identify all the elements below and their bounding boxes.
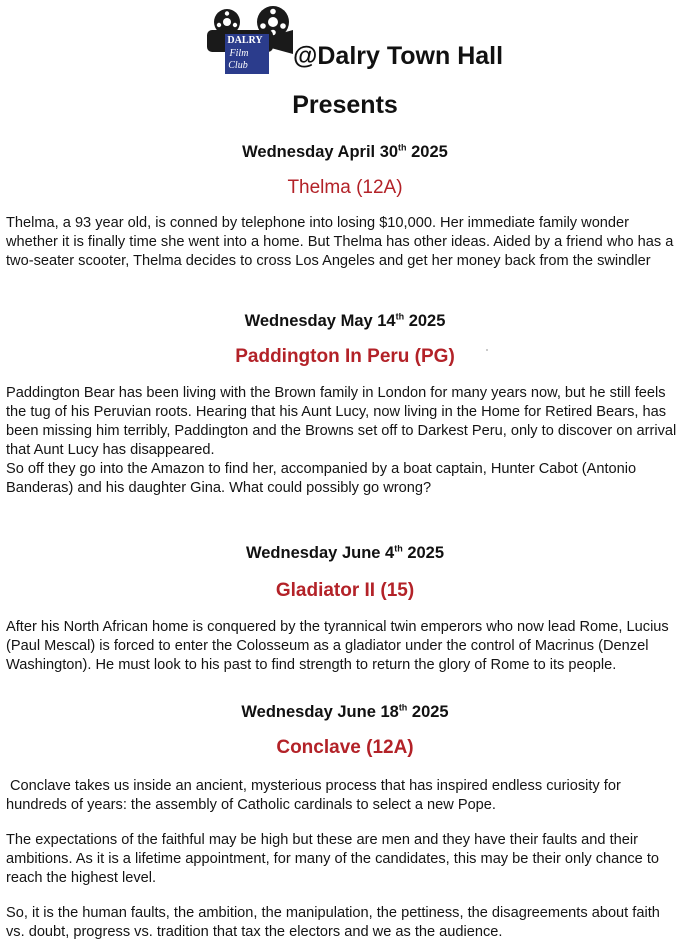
date-day: Wednesday April 30 bbox=[242, 143, 399, 161]
date-year: 2025 bbox=[404, 312, 446, 330]
date-day: Wednesday June 18 bbox=[241, 703, 399, 721]
film-description: Conclave takes us inside an ancient, mysterious process that has inspired endless curiosity for hundreds of years: the assembly of Catholic cardinals to select a new Pope. bbox=[6, 778, 621, 813]
film-title: Thelma (12A) bbox=[287, 177, 403, 198]
film-description: The expectations of the faithful may be high but these are men and they have their faults and their ambitions. As it is a lifetime appointment, for many of the candidates, this may be their only chance to reach the highest level. bbox=[6, 832, 659, 886]
film-description: So off they go into the Amazon to find her, accompanied by a boat captain, Hunter Cabot (Antonio Banderas) and his daughter Gina. What could possibly go wrong? bbox=[6, 461, 637, 496]
screening-date bbox=[0, 143, 680, 162]
venue-title: @Dalry Town Hall bbox=[293, 42, 504, 70]
date-suffix: th bbox=[395, 311, 405, 322]
logo-line-2: Film bbox=[229, 48, 249, 59]
scan-speck bbox=[486, 349, 488, 351]
date-day: Wednesday May 14 bbox=[244, 312, 396, 330]
screening-date bbox=[0, 312, 680, 331]
film-description: After his North African home is conquered by the tyrannical twin emperors who now lead Rome, Lucius (Paul Mescal) is forced to enter the Colosseum as a gladiator under the control of Macrinus (Denzel Washington). He must look to his past to find strength to return the glory of Rome to its people. bbox=[6, 619, 669, 673]
screening-date bbox=[0, 703, 680, 722]
film-title: Gladiator II (15) bbox=[275, 580, 415, 601]
date-year: 2025 bbox=[407, 703, 449, 721]
dalry-film-club-logo bbox=[205, 4, 295, 76]
date-suffix: th bbox=[398, 142, 407, 153]
date-suffix: th bbox=[398, 702, 408, 713]
film-title: Paddington In Peru (PG) bbox=[235, 346, 455, 367]
film-title: Conclave (12A) bbox=[276, 737, 414, 758]
film-description: Thelma, a 93 year old, is conned by telephone into losing $10,000. Her immediate family wonder whether it is finally time she went into a home. But Thelma has other ideas. Aided by a friend who has a two-seater scooter, Thelma decides to cross Los Angeles and get her money back from the swindler bbox=[6, 215, 674, 269]
logo-line-1: DALRY bbox=[227, 35, 263, 46]
logo-line-3: Club bbox=[228, 60, 248, 71]
film-description: Paddington Bear has been living with the Brown family in London for many years now, but he still feels the tug of his Peruvian roots. Hearing that his Aunt Lucy, now living in the Home for Retired Bears, has been missing him terribly, Paddington and the Browns set off to Darkest Peru, only to discover on arrival that Aunt Lucy has disappeared. bbox=[6, 385, 677, 458]
date-day: Wednesday June 4 bbox=[245, 544, 395, 562]
screening-date bbox=[0, 544, 680, 563]
date-year: 2025 bbox=[406, 143, 448, 161]
film-description: So, it is the human faults, the ambition, the manipulation, the pettiness, the disagreements about faith vs. doubt, progress vs. tradition that tax the electors and we as the audience. bbox=[6, 905, 660, 940]
date-suffix: th bbox=[394, 543, 403, 554]
presents-heading: Presents bbox=[292, 91, 398, 119]
date-year: 2025 bbox=[402, 544, 445, 562]
